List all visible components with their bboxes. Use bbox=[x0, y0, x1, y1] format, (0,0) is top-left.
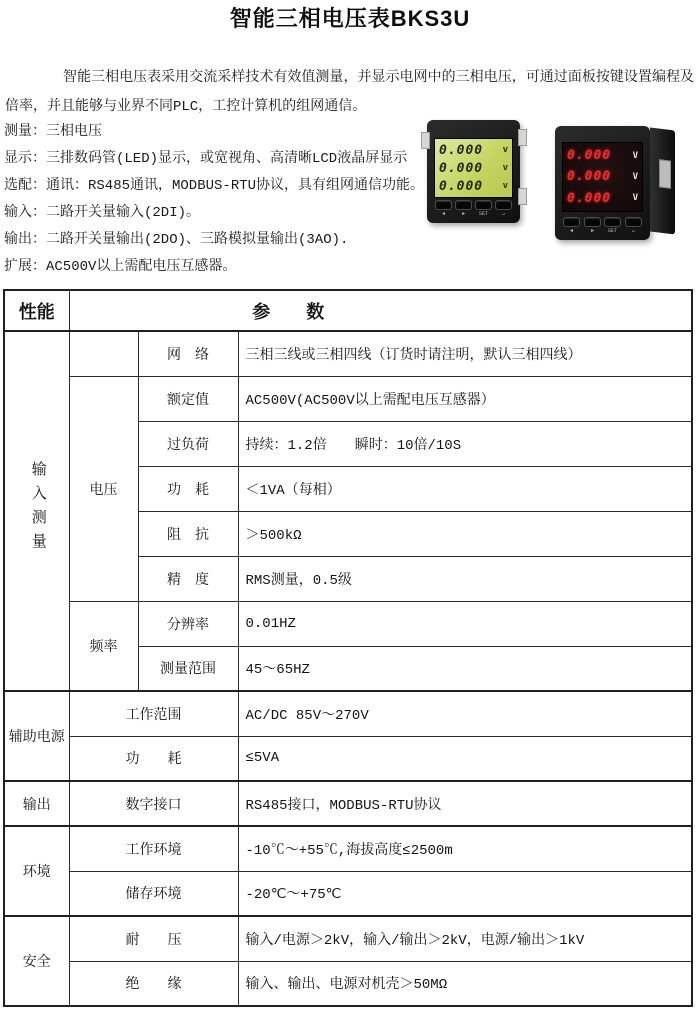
spec-table bbox=[3, 289, 693, 1007]
row-value: AC/DC 85V～270V bbox=[238, 691, 692, 736]
mounting-clip bbox=[518, 188, 527, 205]
led-display-row bbox=[567, 191, 638, 206]
header-performance: 性能 bbox=[4, 290, 69, 331]
volt-unit-label: V bbox=[632, 150, 638, 161]
group-cell-aux-power: 辅助电源 bbox=[4, 691, 69, 781]
table-row-insulation bbox=[4, 961, 692, 1006]
row-label: 过负荷 bbox=[138, 421, 238, 466]
row-value: AC500V(AC500V以上需配电压互感器） bbox=[238, 376, 692, 421]
led-screen bbox=[562, 142, 643, 212]
lcd-meter-image bbox=[427, 120, 520, 223]
group-cell-environment: 环境 bbox=[4, 826, 69, 916]
led-digits: 0.000 bbox=[567, 169, 612, 185]
row-value: ＜1VA（每相） bbox=[238, 466, 692, 511]
feature-item-input: 输入：二路开关量输入(2DI)。 bbox=[4, 205, 201, 221]
row-label: 绝 缘 bbox=[69, 961, 238, 1006]
row-label: 工作环境 bbox=[69, 826, 238, 871]
feature-list bbox=[4, 119, 424, 281]
group-label-input-measure: 输入测量 bbox=[28, 460, 46, 557]
lcd-display-row bbox=[439, 161, 508, 176]
row-value: 45～65HZ bbox=[238, 646, 692, 691]
row-label: 测量范围 bbox=[138, 646, 238, 691]
row-label: 精 度 bbox=[138, 556, 238, 601]
row-value: RS485接口，MODBUS-RTU协议 bbox=[238, 781, 692, 826]
table-row-rated bbox=[4, 376, 692, 421]
lcd-digits: 0.000 bbox=[439, 178, 484, 194]
lcd-digits: 0.000 bbox=[439, 160, 484, 176]
table-row-network bbox=[4, 331, 692, 376]
lcd-display-row bbox=[439, 179, 508, 194]
feature-item-measure: 测量：三相电压 bbox=[4, 124, 102, 140]
feature-item-extend: 扩展：AC500V以上需配电压互感器。 bbox=[4, 259, 237, 275]
volt-unit-label: V bbox=[632, 171, 638, 182]
group-cell-output: 输出 bbox=[4, 781, 69, 826]
set-button-label: SET bbox=[608, 227, 618, 234]
enter-button bbox=[495, 200, 512, 210]
row-label: 分辨率 bbox=[138, 601, 238, 646]
row-label: 额定值 bbox=[138, 376, 238, 421]
subgroup-cell-frequency: 频率 bbox=[69, 601, 138, 691]
intro-paragraph: 智能三相电压表采用交流采样技术有效值测量，并显示电网中的三相电压，可通过面板按键设置编程及倍率，并且能够与业界不同PLC，工控计算机的组网通信。 bbox=[5, 70, 694, 115]
set-button-label: SET bbox=[478, 210, 489, 217]
lcd-display-row bbox=[439, 143, 508, 158]
enter-button bbox=[625, 217, 642, 227]
mounting-clip bbox=[659, 159, 671, 188]
led-display-row bbox=[567, 148, 638, 163]
row-label: 功 耗 bbox=[69, 736, 238, 781]
group-cell-safety: 安全 bbox=[4, 916, 69, 1006]
table-row-aux-power-consumption bbox=[4, 736, 692, 781]
lcd-button-row bbox=[435, 200, 512, 217]
right-arrow-button bbox=[584, 217, 601, 227]
set-button bbox=[475, 200, 492, 210]
table-row-storage-environment bbox=[4, 871, 692, 916]
table-row-digital-interface bbox=[4, 781, 692, 826]
right-arrow-icon: ► bbox=[461, 210, 466, 217]
volt-unit-label: v bbox=[502, 163, 508, 173]
led-meter-image bbox=[555, 126, 650, 240]
feature-item-optional: 选配：通讯：RS485通讯，MODBUS-RTU协议，具有组网通信功能。 bbox=[4, 178, 425, 194]
subgroup-cell-voltage: 电压 bbox=[69, 376, 138, 601]
led-button-row bbox=[563, 217, 642, 234]
empty-cell bbox=[69, 331, 138, 376]
right-arrow-icon: ► bbox=[590, 227, 594, 234]
left-arrow-button bbox=[435, 200, 452, 210]
row-value: 输入/电源＞2kV，输入/输出＞2kV，电源/输出＞1kV bbox=[238, 916, 692, 961]
product-images bbox=[427, 110, 697, 246]
mounting-clip bbox=[518, 129, 527, 146]
table-row-withstand-voltage bbox=[4, 916, 692, 961]
left-arrow-button bbox=[563, 217, 580, 227]
row-value: 输入、输出、电源对机壳＞50MΩ bbox=[238, 961, 692, 1006]
row-label: 网 络 bbox=[138, 331, 238, 376]
volt-unit-label: v bbox=[502, 181, 508, 191]
mounting-clip bbox=[421, 132, 430, 149]
table-row-working-environment bbox=[4, 826, 692, 871]
enter-icon: ↵ bbox=[631, 227, 636, 234]
row-value: ≤5VA bbox=[238, 736, 692, 781]
row-label: 工作范围 bbox=[69, 691, 238, 736]
row-value: RMS测量，0.5级 bbox=[238, 556, 692, 601]
row-label: 功 耗 bbox=[138, 466, 238, 511]
page-title: 智能三相电压表BKS3U bbox=[229, 6, 471, 31]
lcd-digits: 0.000 bbox=[439, 142, 484, 158]
row-label: 数字接口 bbox=[69, 781, 238, 826]
row-value: -10℃～+55℃,海拔高度≤2500m bbox=[238, 826, 692, 871]
row-label: 耐 压 bbox=[69, 916, 238, 961]
volt-unit-label: v bbox=[502, 145, 508, 155]
right-arrow-button bbox=[455, 200, 472, 210]
volt-unit-label: V bbox=[632, 193, 638, 204]
row-label: 储存环境 bbox=[69, 871, 238, 916]
set-button bbox=[604, 217, 621, 227]
enter-icon: ↵ bbox=[501, 210, 506, 217]
row-value: 0.01HZ bbox=[238, 601, 692, 646]
row-value: 三相三线或三相四线（订货时请注明，默认三相四线） bbox=[238, 331, 692, 376]
left-arrow-icon: ◄ bbox=[441, 210, 446, 217]
led-digits: 0.000 bbox=[567, 190, 612, 206]
row-value: ＞500kΩ bbox=[238, 511, 692, 556]
led-display-row bbox=[567, 169, 638, 184]
row-value: 持续：1.2倍 瞬时：10倍/10S bbox=[238, 421, 692, 466]
group-cell-input-measure bbox=[4, 331, 69, 691]
row-label: 阻 抗 bbox=[138, 511, 238, 556]
feature-item-display: 显示：三排数码管(LED)显示，或宽视角、高清晰LCD液晶屏显示 bbox=[4, 151, 408, 167]
header-parameter: 参 数 bbox=[69, 290, 692, 331]
left-arrow-icon: ◄ bbox=[569, 227, 574, 234]
lcd-screen bbox=[434, 138, 513, 198]
row-value: -20℃～+75℃ bbox=[238, 871, 692, 916]
led-digits: 0.000 bbox=[567, 148, 612, 164]
table-row-resolution bbox=[4, 601, 692, 646]
feature-item-output: 输出：二路开关量输出(2DO)、三路模拟量输出(3AO). bbox=[4, 232, 349, 248]
table-row-working-range bbox=[4, 691, 692, 736]
spec-table-header-row bbox=[4, 290, 692, 331]
